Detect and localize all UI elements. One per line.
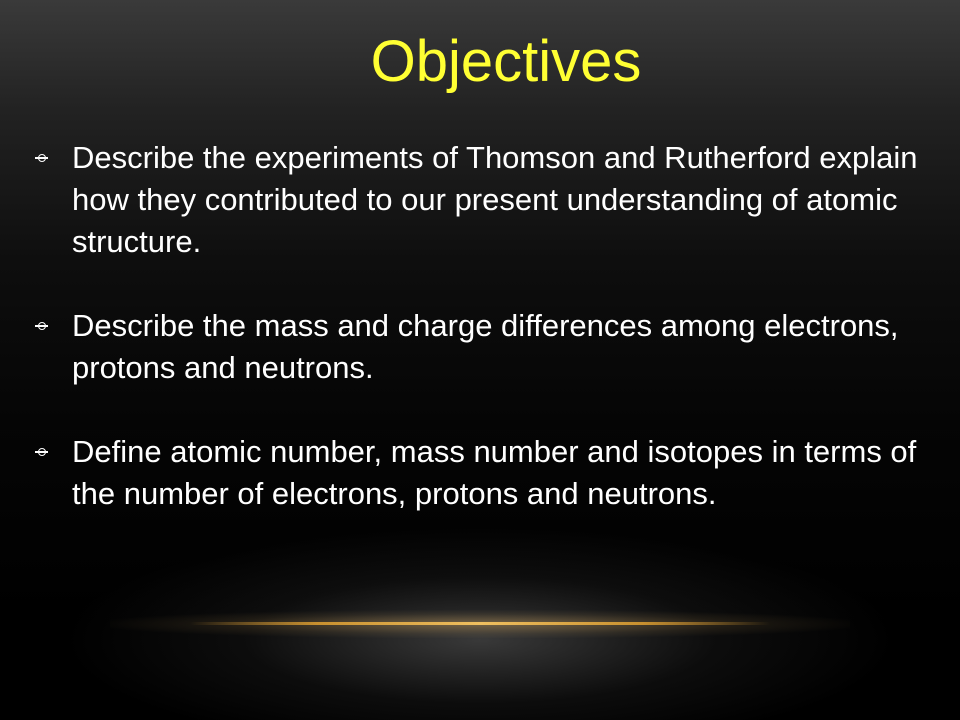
list-item (36, 431, 926, 515)
list-item-text: Define atomic number, mass number and isotopes in terms of the number of electrons, protons and neutrons. (72, 434, 917, 511)
list-item-text: Describe the mass and charge differences among electrons, protons and neutrons. (72, 308, 899, 385)
list-item (36, 305, 926, 389)
bullet-icon (38, 322, 46, 330)
decorative-gold-rule (190, 622, 770, 625)
list-item (36, 137, 926, 263)
objectives-list (36, 137, 926, 557)
slide-title: Objectives (370, 29, 642, 94)
bullet-icon (38, 448, 46, 456)
bullet-icon (38, 154, 46, 162)
list-item-text: Describe the experiments of Thomson and Rutherford explain how they contributed to our present understanding of atomic structure. (72, 140, 918, 259)
